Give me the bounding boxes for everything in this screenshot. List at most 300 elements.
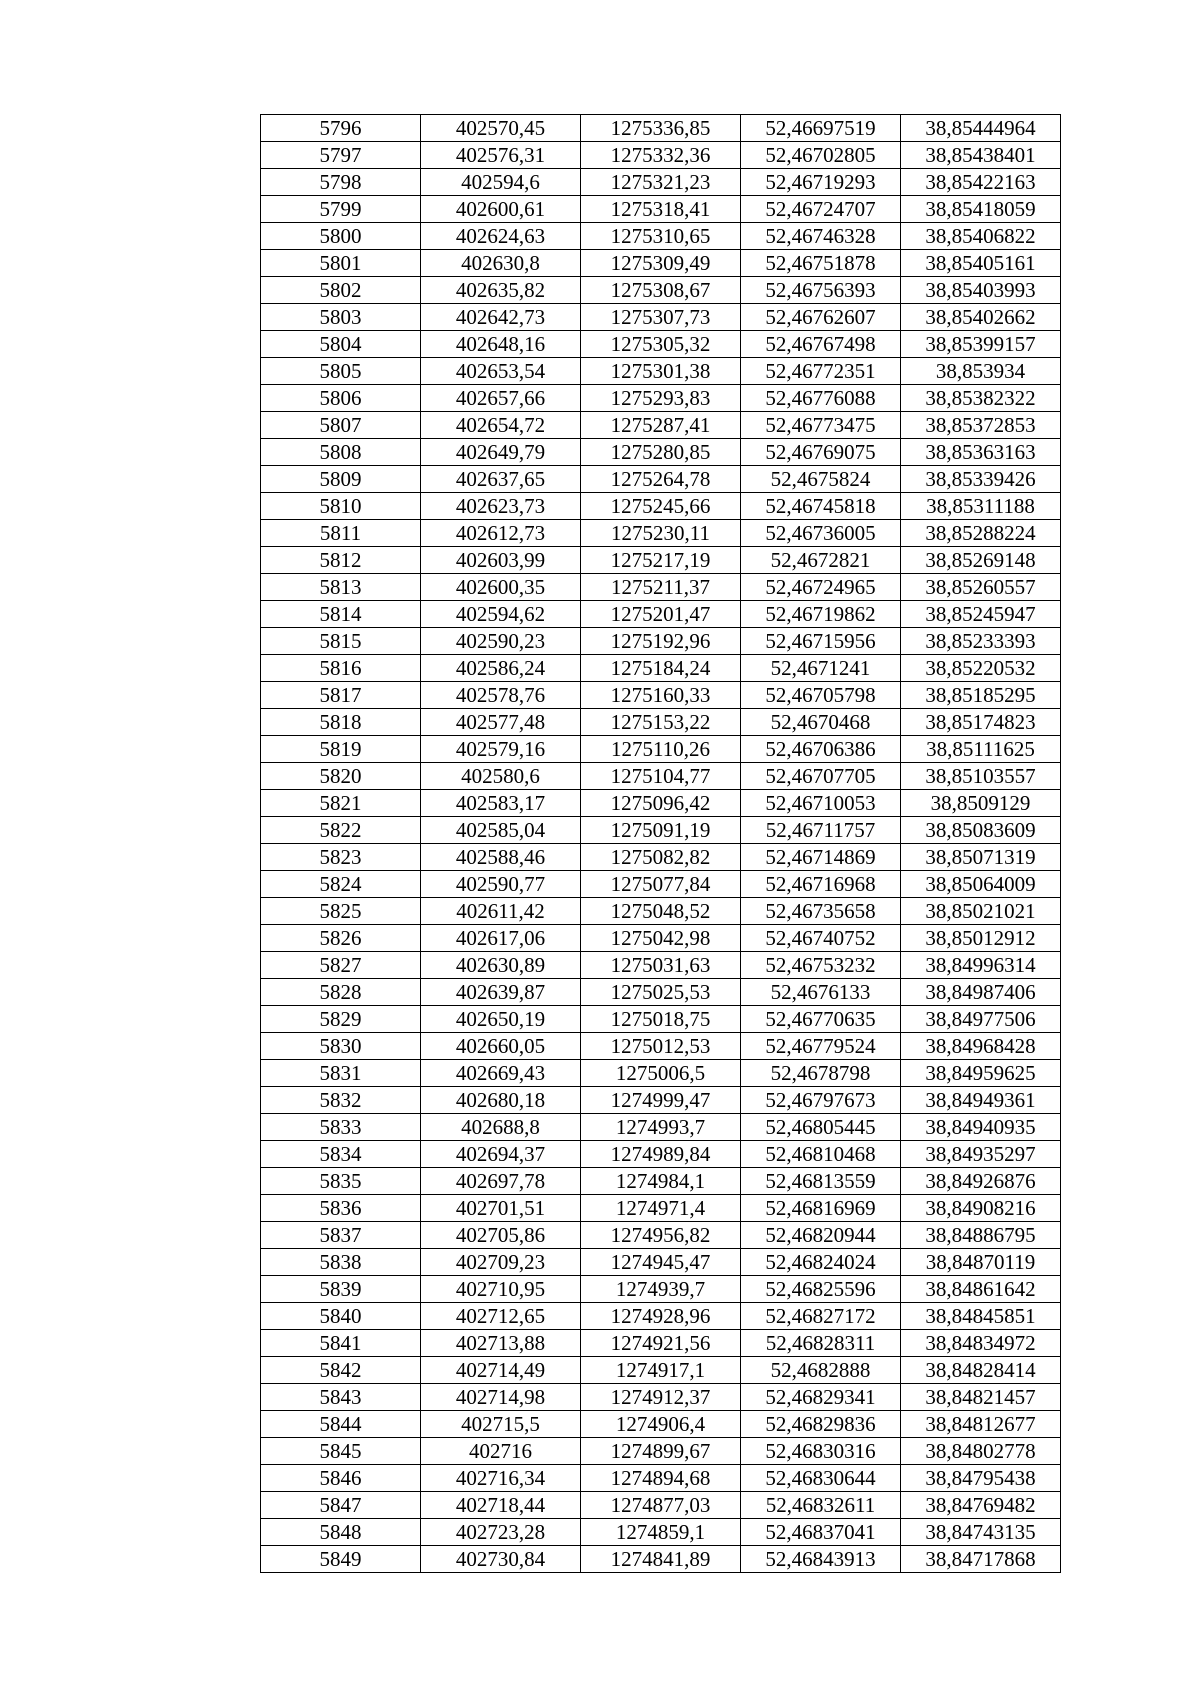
- longitude-cell: 38,85174823: [901, 709, 1061, 736]
- x-coordinate-cell: 402649,79: [421, 439, 581, 466]
- point-number-cell: 5806: [261, 385, 421, 412]
- y-coordinate-cell: 1275332,36: [581, 142, 741, 169]
- latitude-cell: 52,46797673: [741, 1087, 901, 1114]
- x-coordinate-cell: 402716,34: [421, 1465, 581, 1492]
- y-coordinate-cell: 1275091,19: [581, 817, 741, 844]
- x-coordinate-cell: 402705,86: [421, 1222, 581, 1249]
- longitude-cell: 38,85260557: [901, 574, 1061, 601]
- latitude-cell: 52,46740752: [741, 925, 901, 952]
- table-row: [261, 1546, 1061, 1573]
- longitude-cell: 38,84812677: [901, 1411, 1061, 1438]
- point-number-cell: 5820: [261, 763, 421, 790]
- point-number-cell: 5800: [261, 223, 421, 250]
- x-coordinate-cell: 402577,48: [421, 709, 581, 736]
- latitude-cell: 52,46735658: [741, 898, 901, 925]
- y-coordinate-cell: 1275287,41: [581, 412, 741, 439]
- y-coordinate-cell: 1275301,38: [581, 358, 741, 385]
- table-row: [261, 682, 1061, 709]
- y-coordinate-cell: 1275048,52: [581, 898, 741, 925]
- latitude-cell: 52,46830644: [741, 1465, 901, 1492]
- y-coordinate-cell: 1274899,67: [581, 1438, 741, 1465]
- point-number-cell: 5823: [261, 844, 421, 871]
- x-coordinate-cell: 402617,06: [421, 925, 581, 952]
- latitude-cell: 52,46829341: [741, 1384, 901, 1411]
- y-coordinate-cell: 1274984,1: [581, 1168, 741, 1195]
- table-row: [261, 1438, 1061, 1465]
- table-row: [261, 763, 1061, 790]
- x-coordinate-cell: 402709,23: [421, 1249, 581, 1276]
- y-coordinate-cell: 1274912,37: [581, 1384, 741, 1411]
- table-row: [261, 1168, 1061, 1195]
- x-coordinate-cell: 402701,51: [421, 1195, 581, 1222]
- longitude-cell: 38,85372853: [901, 412, 1061, 439]
- latitude-cell: 52,4670468: [741, 709, 901, 736]
- point-number-cell: 5797: [261, 142, 421, 169]
- point-number-cell: 5846: [261, 1465, 421, 1492]
- latitude-cell: 52,46714869: [741, 844, 901, 871]
- table-row: [261, 1033, 1061, 1060]
- latitude-cell: 52,46832611: [741, 1492, 901, 1519]
- table-row: [261, 844, 1061, 871]
- y-coordinate-cell: 1274956,82: [581, 1222, 741, 1249]
- x-coordinate-cell: 402576,31: [421, 142, 581, 169]
- point-number-cell: 5828: [261, 979, 421, 1006]
- x-coordinate-cell: 402594,6: [421, 169, 581, 196]
- latitude-cell: 52,46837041: [741, 1519, 901, 1546]
- longitude-cell: 38,85402662: [901, 304, 1061, 331]
- table-row: [261, 601, 1061, 628]
- x-coordinate-cell: 402718,44: [421, 1492, 581, 1519]
- table-row: [261, 277, 1061, 304]
- latitude-cell: 52,46843913: [741, 1546, 901, 1573]
- longitude-cell: 38,85012912: [901, 925, 1061, 952]
- point-number-cell: 5838: [261, 1249, 421, 1276]
- latitude-cell: 52,46830316: [741, 1438, 901, 1465]
- point-number-cell: 5837: [261, 1222, 421, 1249]
- x-coordinate-cell: 402639,87: [421, 979, 581, 1006]
- longitude-cell: 38,84977506: [901, 1006, 1061, 1033]
- point-number-cell: 5840: [261, 1303, 421, 1330]
- longitude-cell: 38,85083609: [901, 817, 1061, 844]
- point-number-cell: 5848: [261, 1519, 421, 1546]
- y-coordinate-cell: 1274859,1: [581, 1519, 741, 1546]
- table-row: [261, 1195, 1061, 1222]
- point-number-cell: 5799: [261, 196, 421, 223]
- coordinates-table: [260, 114, 1061, 1573]
- table-row: [261, 1114, 1061, 1141]
- longitude-cell: 38,85403993: [901, 277, 1061, 304]
- longitude-cell: 38,85185295: [901, 682, 1061, 709]
- y-coordinate-cell: 1274999,47: [581, 1087, 741, 1114]
- x-coordinate-cell: 402600,61: [421, 196, 581, 223]
- y-coordinate-cell: 1275321,23: [581, 169, 741, 196]
- x-coordinate-cell: 402650,19: [421, 1006, 581, 1033]
- latitude-cell: 52,4671241: [741, 655, 901, 682]
- x-coordinate-cell: 402648,16: [421, 331, 581, 358]
- longitude-cell: 38,84987406: [901, 979, 1061, 1006]
- y-coordinate-cell: 1275264,78: [581, 466, 741, 493]
- point-number-cell: 5810: [261, 493, 421, 520]
- table-row: [261, 493, 1061, 520]
- y-coordinate-cell: 1275293,83: [581, 385, 741, 412]
- table-row: [261, 1303, 1061, 1330]
- point-number-cell: 5805: [261, 358, 421, 385]
- longitude-cell: 38,84949361: [901, 1087, 1061, 1114]
- x-coordinate-cell: 402630,89: [421, 952, 581, 979]
- coordinates-table-body: [261, 115, 1061, 1573]
- longitude-cell: 38,85405161: [901, 250, 1061, 277]
- longitude-cell: 38,84926876: [901, 1168, 1061, 1195]
- table-row: [261, 304, 1061, 331]
- longitude-cell: 38,84795438: [901, 1465, 1061, 1492]
- y-coordinate-cell: 1275042,98: [581, 925, 741, 952]
- x-coordinate-cell: 402635,82: [421, 277, 581, 304]
- latitude-cell: 52,46824024: [741, 1249, 901, 1276]
- longitude-cell: 38,84769482: [901, 1492, 1061, 1519]
- x-coordinate-cell: 402714,49: [421, 1357, 581, 1384]
- y-coordinate-cell: 1275082,82: [581, 844, 741, 871]
- table-row: [261, 655, 1061, 682]
- latitude-cell: 52,46770635: [741, 1006, 901, 1033]
- table-row: [261, 1060, 1061, 1087]
- longitude-cell: 38,85363163: [901, 439, 1061, 466]
- table-row: [261, 547, 1061, 574]
- longitude-cell: 38,85103557: [901, 763, 1061, 790]
- table-row: [261, 709, 1061, 736]
- table-row: [261, 871, 1061, 898]
- latitude-cell: 52,46705798: [741, 682, 901, 709]
- point-number-cell: 5804: [261, 331, 421, 358]
- x-coordinate-cell: 402585,04: [421, 817, 581, 844]
- x-coordinate-cell: 402712,65: [421, 1303, 581, 1330]
- x-coordinate-cell: 402578,76: [421, 682, 581, 709]
- longitude-cell: 38,84845851: [901, 1303, 1061, 1330]
- longitude-cell: 38,85438401: [901, 142, 1061, 169]
- point-number-cell: 5844: [261, 1411, 421, 1438]
- point-number-cell: 5808: [261, 439, 421, 466]
- table-row: [261, 385, 1061, 412]
- point-number-cell: 5807: [261, 412, 421, 439]
- longitude-cell: 38,84996314: [901, 952, 1061, 979]
- point-number-cell: 5843: [261, 1384, 421, 1411]
- table-row: [261, 1276, 1061, 1303]
- table-row: [261, 1087, 1061, 1114]
- latitude-cell: 52,46706386: [741, 736, 901, 763]
- point-number-cell: 5849: [261, 1546, 421, 1573]
- latitude-cell: 52,46711757: [741, 817, 901, 844]
- point-number-cell: 5830: [261, 1033, 421, 1060]
- latitude-cell: 52,46772351: [741, 358, 901, 385]
- y-coordinate-cell: 1274928,96: [581, 1303, 741, 1330]
- latitude-cell: 52,46828311: [741, 1330, 901, 1357]
- latitude-cell: 52,46715956: [741, 628, 901, 655]
- point-number-cell: 5835: [261, 1168, 421, 1195]
- table-row: [261, 898, 1061, 925]
- latitude-cell: 52,46779524: [741, 1033, 901, 1060]
- x-coordinate-cell: 402580,6: [421, 763, 581, 790]
- longitude-cell: 38,85422163: [901, 169, 1061, 196]
- longitude-cell: 38,84861642: [901, 1276, 1061, 1303]
- y-coordinate-cell: 1274894,68: [581, 1465, 741, 1492]
- longitude-cell: 38,85220532: [901, 655, 1061, 682]
- x-coordinate-cell: 402688,8: [421, 1114, 581, 1141]
- latitude-cell: 52,46816969: [741, 1195, 901, 1222]
- y-coordinate-cell: 1275031,63: [581, 952, 741, 979]
- latitude-cell: 52,46697519: [741, 115, 901, 142]
- latitude-cell: 52,46707705: [741, 763, 901, 790]
- longitude-cell: 38,85233393: [901, 628, 1061, 655]
- longitude-cell: 38,84802778: [901, 1438, 1061, 1465]
- x-coordinate-cell: 402630,8: [421, 250, 581, 277]
- x-coordinate-cell: 402714,98: [421, 1384, 581, 1411]
- longitude-cell: 38,84717868: [901, 1546, 1061, 1573]
- longitude-cell: 38,85382322: [901, 385, 1061, 412]
- longitude-cell: 38,84828414: [901, 1357, 1061, 1384]
- latitude-cell: 52,46736005: [741, 520, 901, 547]
- table-row: [261, 790, 1061, 817]
- y-coordinate-cell: 1274989,84: [581, 1141, 741, 1168]
- point-number-cell: 5845: [261, 1438, 421, 1465]
- table-row: [261, 520, 1061, 547]
- latitude-cell: 52,46813559: [741, 1168, 901, 1195]
- table-row: [261, 817, 1061, 844]
- x-coordinate-cell: 402611,42: [421, 898, 581, 925]
- table-row: [261, 925, 1061, 952]
- point-number-cell: 5824: [261, 871, 421, 898]
- y-coordinate-cell: 1275211,37: [581, 574, 741, 601]
- table-row: [261, 1330, 1061, 1357]
- point-number-cell: 5827: [261, 952, 421, 979]
- y-coordinate-cell: 1274921,56: [581, 1330, 741, 1357]
- point-number-cell: 5839: [261, 1276, 421, 1303]
- x-coordinate-cell: 402653,54: [421, 358, 581, 385]
- latitude-cell: 52,46773475: [741, 412, 901, 439]
- longitude-cell: 38,84908216: [901, 1195, 1061, 1222]
- longitude-cell: 38,84886795: [901, 1222, 1061, 1249]
- point-number-cell: 5809: [261, 466, 421, 493]
- latitude-cell: 52,46805445: [741, 1114, 901, 1141]
- longitude-cell: 38,84821457: [901, 1384, 1061, 1411]
- y-coordinate-cell: 1274841,89: [581, 1546, 741, 1573]
- longitude-cell: 38,84935297: [901, 1141, 1061, 1168]
- longitude-cell: 38,85406822: [901, 223, 1061, 250]
- longitude-cell: 38,84743135: [901, 1519, 1061, 1546]
- y-coordinate-cell: 1275217,19: [581, 547, 741, 574]
- point-number-cell: 5833: [261, 1114, 421, 1141]
- table-row: [261, 196, 1061, 223]
- x-coordinate-cell: 402660,05: [421, 1033, 581, 1060]
- longitude-cell: 38,85288224: [901, 520, 1061, 547]
- latitude-cell: 52,46769075: [741, 439, 901, 466]
- table-row: [261, 1249, 1061, 1276]
- point-number-cell: 5814: [261, 601, 421, 628]
- y-coordinate-cell: 1275305,32: [581, 331, 741, 358]
- longitude-cell: 38,84940935: [901, 1114, 1061, 1141]
- point-number-cell: 5796: [261, 115, 421, 142]
- y-coordinate-cell: 1275160,33: [581, 682, 741, 709]
- table-row: [261, 628, 1061, 655]
- latitude-cell: 52,46776088: [741, 385, 901, 412]
- point-number-cell: 5832: [261, 1087, 421, 1114]
- point-number-cell: 5801: [261, 250, 421, 277]
- latitude-cell: 52,46810468: [741, 1141, 901, 1168]
- point-number-cell: 5802: [261, 277, 421, 304]
- y-coordinate-cell: 1275336,85: [581, 115, 741, 142]
- point-number-cell: 5798: [261, 169, 421, 196]
- table-row: [261, 736, 1061, 763]
- latitude-cell: 52,46825596: [741, 1276, 901, 1303]
- longitude-cell: 38,85269148: [901, 547, 1061, 574]
- y-coordinate-cell: 1274993,7: [581, 1114, 741, 1141]
- x-coordinate-cell: 402594,62: [421, 601, 581, 628]
- y-coordinate-cell: 1275201,47: [581, 601, 741, 628]
- x-coordinate-cell: 402624,63: [421, 223, 581, 250]
- point-number-cell: 5817: [261, 682, 421, 709]
- x-coordinate-cell: 402600,35: [421, 574, 581, 601]
- table-row: [261, 439, 1061, 466]
- y-coordinate-cell: 1275110,26: [581, 736, 741, 763]
- table-row: [261, 331, 1061, 358]
- point-number-cell: 5812: [261, 547, 421, 574]
- longitude-cell: 38,85245947: [901, 601, 1061, 628]
- latitude-cell: 52,46820944: [741, 1222, 901, 1249]
- latitude-cell: 52,46724707: [741, 196, 901, 223]
- y-coordinate-cell: 1275192,96: [581, 628, 741, 655]
- longitude-cell: 38,8509129: [901, 790, 1061, 817]
- x-coordinate-cell: 402588,46: [421, 844, 581, 871]
- latitude-cell: 52,46702805: [741, 142, 901, 169]
- latitude-cell: 52,46719293: [741, 169, 901, 196]
- y-coordinate-cell: 1275245,66: [581, 493, 741, 520]
- y-coordinate-cell: 1275153,22: [581, 709, 741, 736]
- longitude-cell: 38,85339426: [901, 466, 1061, 493]
- table-row: [261, 142, 1061, 169]
- y-coordinate-cell: 1274917,1: [581, 1357, 741, 1384]
- table-row: [261, 1141, 1061, 1168]
- longitude-cell: 38,853934: [901, 358, 1061, 385]
- latitude-cell: 52,4682888: [741, 1357, 901, 1384]
- point-number-cell: 5803: [261, 304, 421, 331]
- x-coordinate-cell: 402657,66: [421, 385, 581, 412]
- longitude-cell: 38,84870119: [901, 1249, 1061, 1276]
- point-number-cell: 5811: [261, 520, 421, 547]
- point-number-cell: 5826: [261, 925, 421, 952]
- point-number-cell: 5836: [261, 1195, 421, 1222]
- y-coordinate-cell: 1275280,85: [581, 439, 741, 466]
- table-row: [261, 466, 1061, 493]
- x-coordinate-cell: 402603,99: [421, 547, 581, 574]
- point-number-cell: 5819: [261, 736, 421, 763]
- latitude-cell: 52,46751878: [741, 250, 901, 277]
- y-coordinate-cell: 1275230,11: [581, 520, 741, 547]
- table-row: [261, 412, 1061, 439]
- table-row: [261, 169, 1061, 196]
- y-coordinate-cell: 1275012,53: [581, 1033, 741, 1060]
- latitude-cell: 52,46829836: [741, 1411, 901, 1438]
- y-coordinate-cell: 1275184,24: [581, 655, 741, 682]
- longitude-cell: 38,85399157: [901, 331, 1061, 358]
- y-coordinate-cell: 1275104,77: [581, 763, 741, 790]
- longitude-cell: 38,85111625: [901, 736, 1061, 763]
- x-coordinate-cell: 402723,28: [421, 1519, 581, 1546]
- x-coordinate-cell: 402570,45: [421, 115, 581, 142]
- latitude-cell: 52,46745818: [741, 493, 901, 520]
- x-coordinate-cell: 402612,73: [421, 520, 581, 547]
- point-number-cell: 5818: [261, 709, 421, 736]
- y-coordinate-cell: 1274877,03: [581, 1492, 741, 1519]
- x-coordinate-cell: 402590,77: [421, 871, 581, 898]
- x-coordinate-cell: 402654,72: [421, 412, 581, 439]
- point-number-cell: 5816: [261, 655, 421, 682]
- latitude-cell: 52,46746328: [741, 223, 901, 250]
- y-coordinate-cell: 1275318,41: [581, 196, 741, 223]
- latitude-cell: 52,46762607: [741, 304, 901, 331]
- y-coordinate-cell: 1275307,73: [581, 304, 741, 331]
- point-number-cell: 5847: [261, 1492, 421, 1519]
- longitude-cell: 38,85071319: [901, 844, 1061, 871]
- x-coordinate-cell: 402583,17: [421, 790, 581, 817]
- table-row: [261, 358, 1061, 385]
- latitude-cell: 52,46719862: [741, 601, 901, 628]
- latitude-cell: 52,46827172: [741, 1303, 901, 1330]
- point-number-cell: 5825: [261, 898, 421, 925]
- x-coordinate-cell: 402637,65: [421, 466, 581, 493]
- x-coordinate-cell: 402697,78: [421, 1168, 581, 1195]
- x-coordinate-cell: 402715,5: [421, 1411, 581, 1438]
- longitude-cell: 38,84959625: [901, 1060, 1061, 1087]
- longitude-cell: 38,84834972: [901, 1330, 1061, 1357]
- y-coordinate-cell: 1275310,65: [581, 223, 741, 250]
- longitude-cell: 38,84968428: [901, 1033, 1061, 1060]
- latitude-cell: 52,46710053: [741, 790, 901, 817]
- latitude-cell: 52,46753232: [741, 952, 901, 979]
- y-coordinate-cell: 1275077,84: [581, 871, 741, 898]
- x-coordinate-cell: 402680,18: [421, 1087, 581, 1114]
- x-coordinate-cell: 402586,24: [421, 655, 581, 682]
- point-number-cell: 5822: [261, 817, 421, 844]
- y-coordinate-cell: 1275018,75: [581, 1006, 741, 1033]
- table-row: [261, 1465, 1061, 1492]
- table-row: [261, 1519, 1061, 1546]
- latitude-cell: 52,4676133: [741, 979, 901, 1006]
- x-coordinate-cell: 402710,95: [421, 1276, 581, 1303]
- table-row: [261, 115, 1061, 142]
- y-coordinate-cell: 1275006,5: [581, 1060, 741, 1087]
- table-row: [261, 1357, 1061, 1384]
- point-number-cell: 5821: [261, 790, 421, 817]
- x-coordinate-cell: 402623,73: [421, 493, 581, 520]
- x-coordinate-cell: 402642,73: [421, 304, 581, 331]
- table-row: [261, 574, 1061, 601]
- y-coordinate-cell: 1274906,4: [581, 1411, 741, 1438]
- y-coordinate-cell: 1275025,53: [581, 979, 741, 1006]
- x-coordinate-cell: 402716: [421, 1438, 581, 1465]
- longitude-cell: 38,85064009: [901, 871, 1061, 898]
- point-number-cell: 5834: [261, 1141, 421, 1168]
- table-row: [261, 1411, 1061, 1438]
- y-coordinate-cell: 1274945,47: [581, 1249, 741, 1276]
- x-coordinate-cell: 402730,84: [421, 1546, 581, 1573]
- x-coordinate-cell: 402713,88: [421, 1330, 581, 1357]
- y-coordinate-cell: 1274971,4: [581, 1195, 741, 1222]
- x-coordinate-cell: 402669,43: [421, 1060, 581, 1087]
- x-coordinate-cell: 402694,37: [421, 1141, 581, 1168]
- y-coordinate-cell: 1275309,49: [581, 250, 741, 277]
- point-number-cell: 5841: [261, 1330, 421, 1357]
- point-number-cell: 5813: [261, 574, 421, 601]
- point-number-cell: 5829: [261, 1006, 421, 1033]
- table-row: [261, 223, 1061, 250]
